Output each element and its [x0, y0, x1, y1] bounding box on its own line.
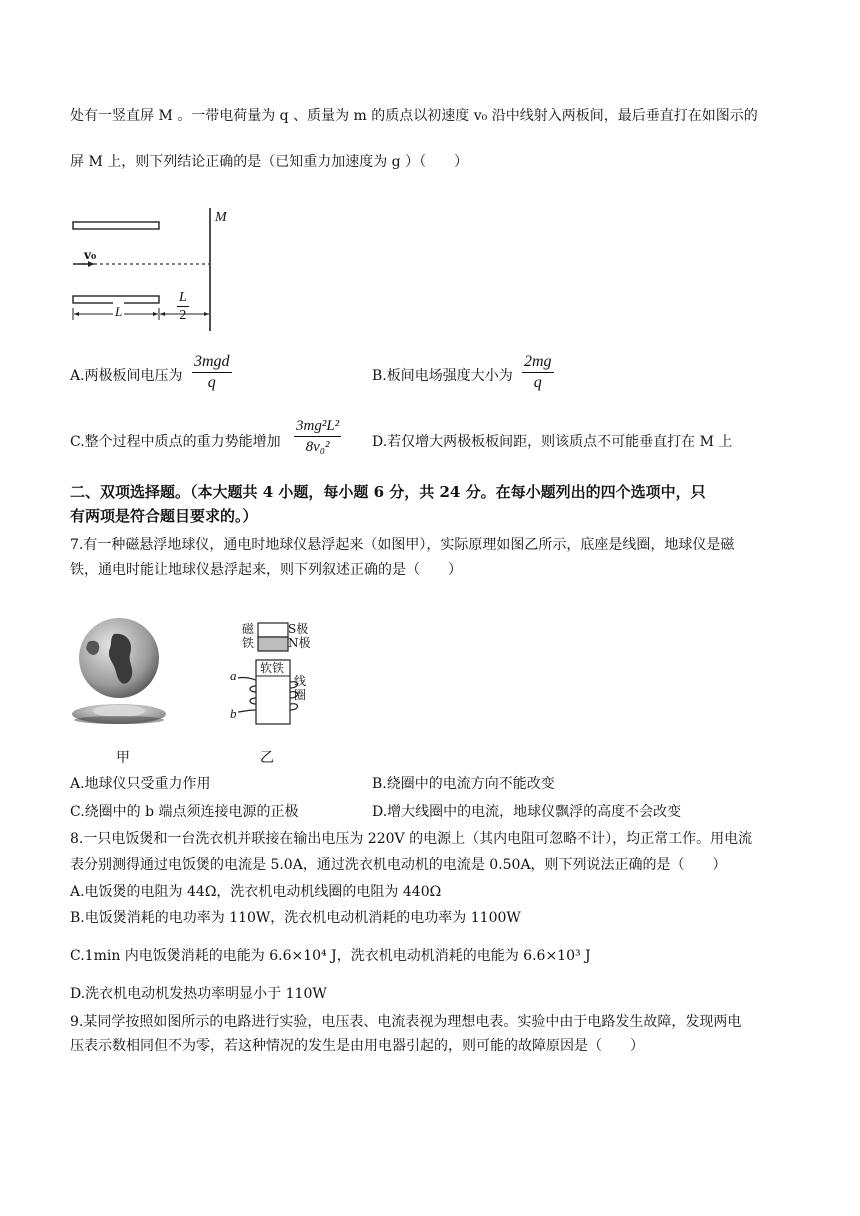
q6-option-a-fraction: 3mgd q [194, 353, 230, 391]
q6-option-d: D.若仅增大两极板板间距，则该质点不可能垂直打在 M 上 [372, 434, 733, 450]
section2-heading-line2: 有两项是符合题目要求的。） [70, 507, 258, 525]
diagram-end-a-label: a [230, 668, 237, 683]
q6-option-b: B.板间电场强度大小为 [372, 368, 513, 384]
q9-stem-line2: 压表示数相同但不为零，若这种情况的发生是由用电器引起的，则可能的故障原因是（ ） [70, 1038, 644, 1054]
caption-yi: 乙 [260, 750, 274, 766]
diagram-magnet-label-2: 铁 [242, 636, 255, 650]
q8-option-a: A.电饭煲的电阻为 44Ω，洗衣机电动机线圈的电阻为 440Ω [70, 884, 442, 900]
q6-stem-line2: 屏 M 上，则下列结论正确的是（已知重力加速度为 g ）（ ） [70, 154, 469, 170]
q7-option-c: C.绕圈中的 b 端点须连接电源的正极 [70, 804, 299, 820]
q7-stem-line2: 铁，通电时能让地球仪悬浮起来，则下列叙述正确的是（ ） [70, 562, 462, 578]
q6-label-v0: v₀ [84, 248, 97, 262]
q6-label-L: L [113, 302, 124, 322]
q6-option-a: A.两极板间电压为 [70, 368, 183, 384]
q6-label-L-half: $\frac{L}{2}$ [179, 290, 187, 323]
q6-option-c-fraction: $\frac{\text{3mg²L²}}{\text{8v₀²}}$ [296, 418, 340, 455]
q6-stem-line1: 处有一竖直屏 M 。一带电荷量为 q 、质量为 m 的质点以初速度 v₀ 沿中线射入两板间，最后垂直打在如图示的 [70, 108, 758, 124]
q6-label-M: M [215, 210, 227, 225]
section2-heading-line1: 二、双项选择题。（本大题共 4 小题，每小题 6 分，共 24 分。在每小题列出的四个选项中，只 [70, 483, 706, 501]
q6-plates-figure [68, 196, 238, 346]
q8-option-b: B.电饭煲消耗的电功率为 110W，洗衣机电动机消耗的电功率为 1100W [70, 910, 521, 926]
q8-stem-line2: 表分别测得通过电饭煲的电流是 5.0A，通过洗衣机电动机的电流是 0.50A，则下列说法正确的是（ ） [70, 857, 727, 873]
diagram-magnet-label-1: 磁 [242, 622, 255, 636]
magnet-s-half [258, 623, 288, 637]
q7-option-d: D.增大线圈中的电流，地球仪飘浮的高度不会改变 [372, 804, 682, 820]
diagram-soft-iron-label: 软铁 [260, 661, 285, 675]
q7-option-b: B.绕圈中的电流方向不能改变 [372, 776, 555, 792]
diagram-coil-label-2: 圈 [294, 688, 307, 702]
levitating-globe-image [66, 612, 176, 732]
upper-plate [73, 222, 159, 229]
q8-option-c: C.1min 内电饭煲消耗的电能为 6.6×10⁴ J，洗衣机电动机消耗的电能为 6.6×10³ J [70, 948, 591, 964]
diagram-end-b-label: b [230, 706, 237, 721]
magnet-n-half [258, 637, 288, 651]
q8-option-d: D.洗衣机电动机发热功率明显小于 110W [70, 986, 327, 1002]
caption-jia: 甲 [116, 750, 130, 766]
diagram-n-pole-label: N极 [288, 636, 311, 650]
diagram-coil-label-1: 线 [294, 674, 307, 688]
diagram-s-pole-label: S极 [288, 622, 309, 636]
q6-option-c: C.整个过程中质点的重力势能增加 [70, 434, 281, 450]
q8-stem-line1: 8.一只电饭煲和一台洗衣机并联接在输出电压为 220V 的电源上（其内电阻可忽略不计），均正常工作。用电流 [70, 831, 753, 847]
q7-stem-line1: 7.有一种磁悬浮地球仪，通电时地球仪悬浮起来（如图甲），实际原理如图乙所示，底座是线圈，地球仪是磁 [70, 537, 735, 553]
q9-stem-line1: 9.某同学按照如图所示的电路进行实验，电压表、电流表视为理想电表。实验中由于电路发生故障，发现两电 [70, 1014, 742, 1030]
q7-option-a: A.地球仪只受重力作用 [70, 776, 211, 792]
q6-option-b-fraction: $\frac{2mg}{q}$ [524, 353, 552, 391]
